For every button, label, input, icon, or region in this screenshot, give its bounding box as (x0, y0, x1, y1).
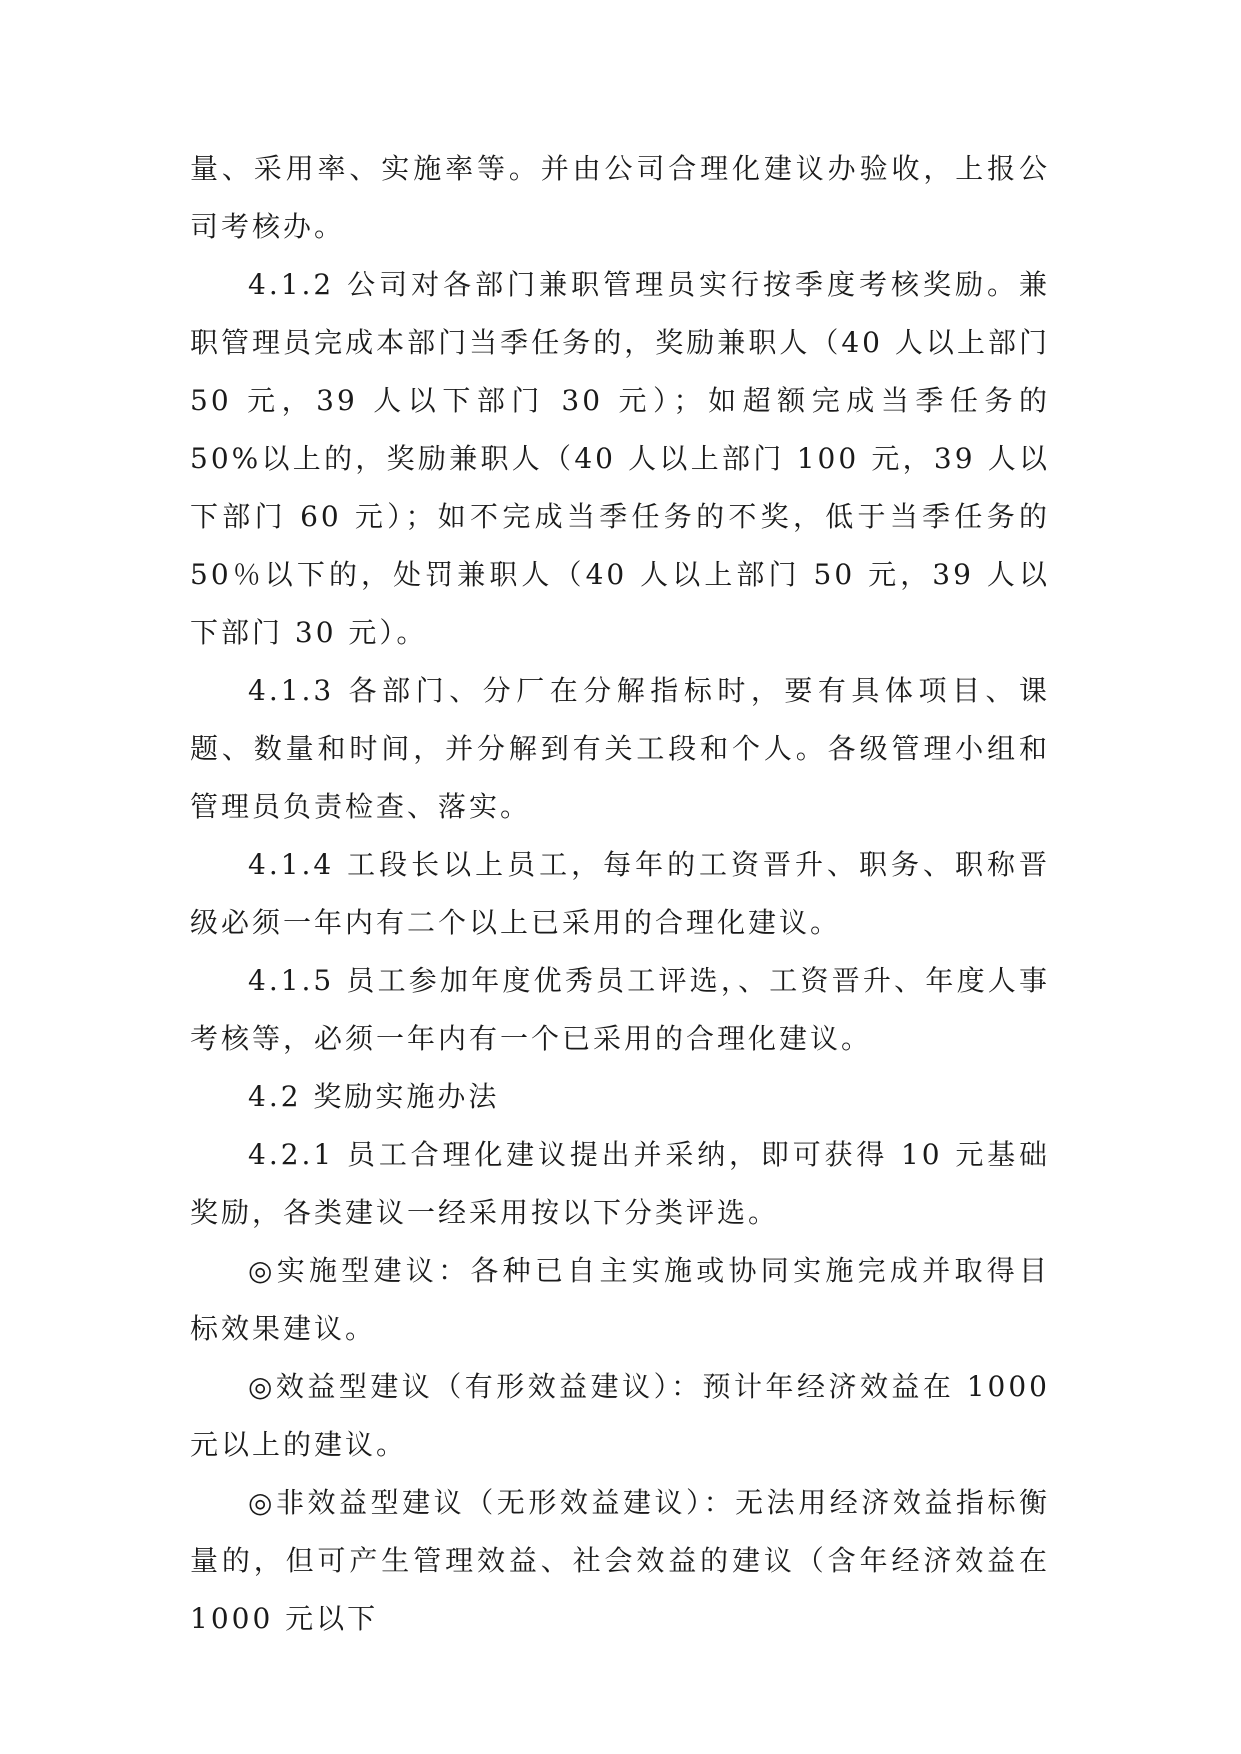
paragraph-4-1-4: 4.1.4 工段长以上员工，每年的工资晋升、职务、职称晋级必须一年内有二个以上已采用的合理化建议。 (190, 848, 1050, 939)
bullet-non-benefit-type: ◎非效益型建议（无形效益建议）：无法用经济效益指标衡量的，但可产生管理效益、社会效益的建议（含年经济效益在 1000 元以下 (190, 1486, 1050, 1635)
section-heading-4-2: 4.2 奖励实施办法 (248, 1080, 500, 1113)
paragraph-4-1-2: 4.1.2 公司对各部门兼职管理员实行按季度考核奖励。兼职管理员完成本部门当季任务的，奖励兼职人（40 人以上部门 50 元，39 人以下部门 30 元）；如超额完成当季任务的 50%以上的，奖励兼职人（40 人以上部门 100 元，39 人以下部门 60 元）；如不完成当季任务的不奖，低于当季任务的 50％以下的，处罚兼职人（40 人以上部门 50 元，39 人以下部门 30 元）。 (190, 268, 1050, 649)
paragraph-4-1-3: 4.1.3 各部门、分厂在分解指标时，要有具体项目、课题、数量和时间，并分解到有关工段和个人。各级管理小组和管理员负责检查、落实。 (190, 674, 1050, 823)
paragraph-continued: 量、采用率、实施率等。并由公司合理化建议办验收，上报公司考核办。 (190, 152, 1050, 243)
document-body (190, 140, 1050, 1648)
paragraph-4-1-5: 4.1.5 员工参加年度优秀员工评选，、工资晋升、年度人事考核等，必须一年内有一个已采用的合理化建议。 (190, 964, 1050, 1055)
bullet-benefit-type: ◎效益型建议（有形效益建议）：预计年经济效益在 1000 元以上的建议。 (190, 1370, 1050, 1461)
paragraph-4-2-1: 4.2.1 员工合理化建议提出并采纳，即可获得 10 元基础奖励，各类建议一经采用按以下分类评选。 (190, 1138, 1050, 1229)
bullet-implementation-type: ◎实施型建议：各种已自主实施或协同实施完成并取得目标效果建议。 (190, 1254, 1050, 1345)
